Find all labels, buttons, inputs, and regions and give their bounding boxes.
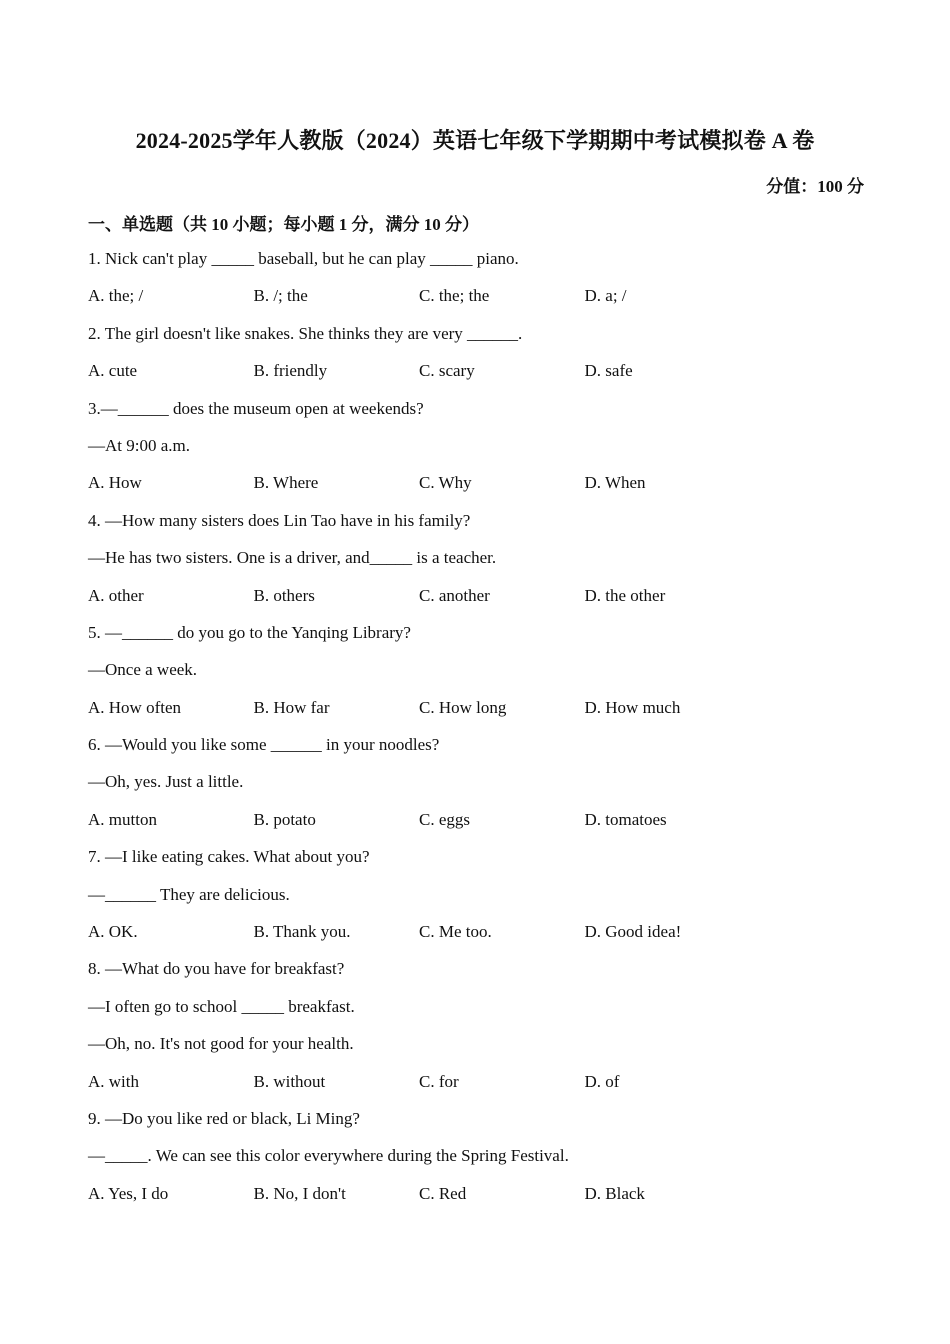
question-stem: 3.—______ does the museum open at weekends? (88, 398, 424, 418)
question-stem: 2. The girl doesn't like snakes. She thinks they are very ______. (88, 323, 523, 343)
answer-option[interactable]: C. another (419, 585, 490, 605)
answer-option[interactable]: B. others (253, 585, 315, 605)
answer-option[interactable]: B. without (253, 1071, 326, 1091)
question-block (88, 502, 878, 614)
dialogue-line: —Once a week. (88, 660, 198, 680)
answer-option[interactable]: C. Red (419, 1183, 467, 1203)
answer-option[interactable]: D. How much (584, 697, 681, 717)
answer-option[interactable]: A. Yes, I do (88, 1183, 169, 1203)
answer-options (88, 1063, 878, 1100)
answer-options (88, 464, 878, 501)
question-list (88, 240, 878, 1212)
answer-options (88, 277, 878, 314)
answer-option[interactable]: C. eggs (419, 809, 470, 829)
question-block (88, 1100, 878, 1212)
dialogue-line: —Oh, no. It's not good for your health. (88, 1034, 354, 1054)
dialogue-line: —At 9:00 a.m. (88, 435, 190, 455)
answer-options (88, 1175, 878, 1212)
dialogue-line: —Oh, yes. Just a little. (88, 772, 244, 792)
answer-option[interactable]: D. When (584, 473, 646, 493)
answer-option[interactable]: C. Me too. (419, 922, 492, 942)
answer-options (88, 689, 878, 726)
answer-option[interactable]: D. of (584, 1071, 620, 1091)
answer-option[interactable]: C. scary (419, 361, 475, 381)
answer-option[interactable]: B. Thank you. (253, 922, 351, 942)
question-block (88, 950, 878, 1100)
answer-options (88, 352, 878, 389)
dialogue-line: —He has two sisters. One is a driver, and_____ is a teacher. (88, 548, 497, 568)
question-block (88, 838, 878, 950)
exam-title: 2024-2025学年人教版（2024）英语七年级下学期期中考试模拟卷 A 卷 (135, 128, 815, 153)
question-stem: 5. —______ do you go to the Yanqing Library? (88, 622, 411, 642)
answer-option[interactable]: A. mutton (88, 809, 157, 829)
dialogue-line: —I often go to school _____ breakfast. (88, 996, 355, 1016)
answer-option[interactable]: D. Black (584, 1183, 645, 1203)
answer-option[interactable]: A. with (88, 1071, 139, 1091)
answer-option[interactable]: A. How often (88, 697, 182, 717)
answer-option[interactable]: A. other (88, 585, 144, 605)
question-block (88, 614, 878, 726)
question-stem: 8. —What do you have for breakfast? (88, 959, 345, 979)
answer-option[interactable]: C. for (419, 1071, 459, 1091)
answer-option[interactable]: A. How (88, 473, 142, 493)
answer-option[interactable]: D. the other (584, 585, 666, 605)
answer-option[interactable]: A. the; / (88, 286, 144, 306)
answer-option[interactable]: B. No, I don't (253, 1183, 346, 1203)
answer-option[interactable]: C. How long (419, 697, 507, 717)
answer-option[interactable]: B. friendly (253, 361, 328, 381)
answer-option[interactable]: D. safe (584, 361, 633, 381)
answer-option[interactable]: B. potato (253, 809, 316, 829)
answer-options (88, 801, 878, 838)
answer-options (88, 913, 878, 950)
answer-option[interactable]: B. /; the (253, 286, 308, 306)
section-heading: 一、单选题（共 10 小题；每小题 1 分，满分 10 分） (88, 215, 479, 234)
total-score: 分值：100 分 (766, 177, 864, 196)
question-block (88, 726, 878, 838)
question-block (88, 315, 878, 390)
question-block (88, 240, 878, 315)
question-stem: 4. —How many sisters does Lin Tao have in his family? (88, 510, 471, 530)
answer-option[interactable]: A. cute (88, 361, 138, 381)
answer-option[interactable]: A. OK. (88, 922, 138, 942)
question-stem: 1. Nick can't play _____ baseball, but he can play _____ piano. (88, 249, 519, 268)
answer-option[interactable]: C. the; the (419, 286, 490, 306)
question-stem: 7. —I like eating cakes. What about you? (88, 847, 370, 867)
answer-option[interactable]: B. Where (253, 473, 319, 493)
question-stem: 9. —Do you like red or black, Li Ming? (88, 1108, 360, 1128)
answer-option[interactable]: D. a; / (584, 286, 627, 306)
answer-option[interactable]: C. Why (419, 473, 472, 493)
answer-option[interactable]: D. tomatoes (584, 809, 667, 829)
answer-options (88, 577, 878, 614)
question-stem: 6. —Would you like some ______ in your noodles? (88, 735, 440, 755)
answer-option[interactable]: B. How far (253, 697, 330, 717)
dialogue-line: —_____. We can see this color everywhere during the Spring Festival. (88, 1146, 569, 1166)
answer-option[interactable]: D. Good idea! (584, 922, 682, 942)
dialogue-line: —______ They are delicious. (88, 884, 290, 904)
question-block (88, 390, 878, 502)
